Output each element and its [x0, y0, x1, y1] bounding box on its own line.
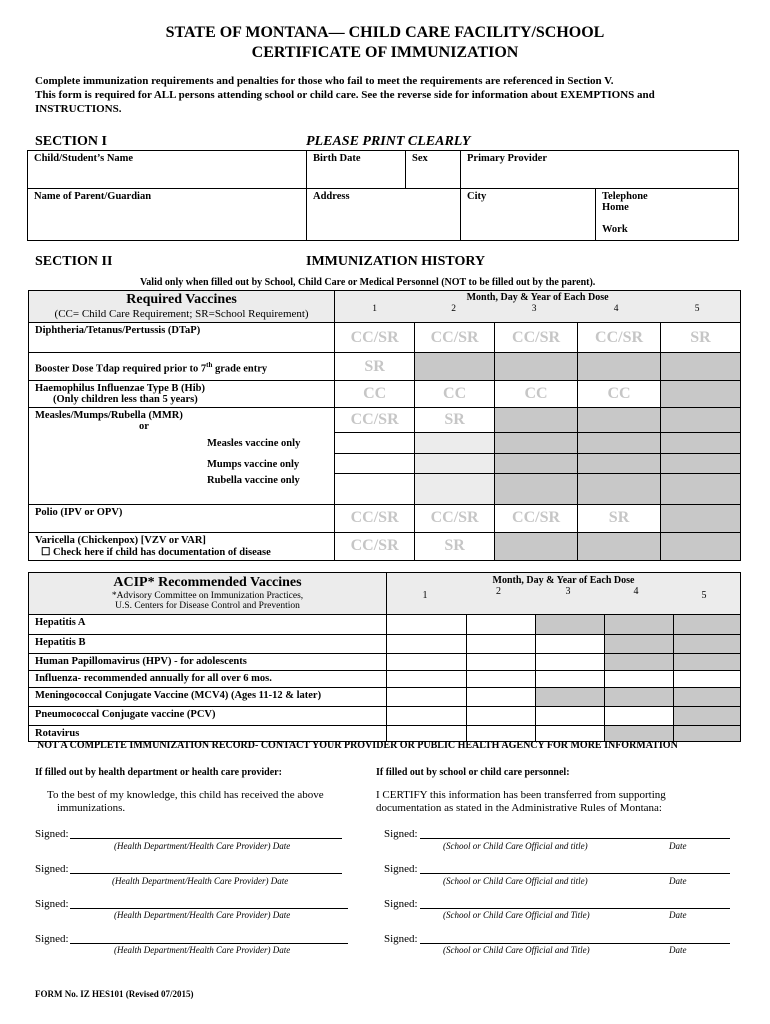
- acip-vaccine-pcv: Pneumococcal Conjugate vaccine (PCV): [29, 707, 387, 726]
- acip-dose-num-5: 5: [701, 590, 707, 601]
- intro-line1: Complete immunization requirements and penalties for those who fail to meet the requirements are referenced in Section V.: [35, 75, 614, 87]
- section2-label: SECTION II: [35, 254, 113, 269]
- acip-vaccine-hepb: Hepatitis B: [29, 635, 387, 654]
- rubella-dose-2[interactable]: [415, 473, 495, 504]
- right-date-1: Date: [669, 841, 687, 851]
- mmr-label: Measles/Mumps/Rubella (MMR): [35, 410, 183, 421]
- hib-label-cell: [29, 381, 335, 408]
- tdap-label-cell: [29, 353, 335, 381]
- required-subtitle: (CC= Child Care Requirement; SR=School Requirement): [54, 308, 309, 320]
- right-text2: documentation as stated in the Administrative Rules of Montana:: [376, 802, 662, 814]
- parent-name-label: Name of Parent/Guardian: [34, 191, 152, 202]
- acip-sub2: U.S. Centers for Disease Control and Prevention: [115, 601, 300, 611]
- measles-dose-4: [578, 432, 661, 453]
- home-label: Home: [602, 202, 629, 213]
- sex-label: Sex: [412, 153, 428, 164]
- mmr-dose-1[interactable]: CC/SR: [335, 408, 415, 433]
- rubella-dose-3: [495, 473, 578, 504]
- acip-sub1: *Advisory Committee on Immunization Practices,: [111, 591, 304, 601]
- right-signature-line-4[interactable]: [420, 943, 730, 944]
- form-title-line2: CERTIFICATE OF IMMUNIZATION: [251, 44, 519, 61]
- dose-num-1: 1: [372, 304, 378, 314]
- right-caption-1: (School or Child Care Official and title): [443, 841, 588, 851]
- hpv-dose-1[interactable]: [387, 654, 467, 671]
- flu-dose-1[interactable]: [387, 671, 467, 688]
- child-name-field[interactable]: [28, 151, 307, 189]
- hpv-dose-4: [604, 654, 673, 671]
- mcv4-dose-3: [535, 688, 604, 707]
- telephone-field[interactable]: [596, 189, 739, 241]
- acip-vaccine-hpv: Human Papillomavirus (HPV) - for adolescents: [29, 654, 387, 671]
- measles-dose-2[interactable]: [415, 432, 495, 453]
- hepa-dose-5: [673, 615, 740, 635]
- flu-dose-5[interactable]: [673, 671, 740, 688]
- right-signed-3: Signed:: [384, 898, 418, 910]
- mmr-dose-3: [495, 408, 578, 433]
- flu-dose-2[interactable]: [467, 671, 536, 688]
- work-label: Work: [602, 224, 628, 235]
- rubella-dose-1[interactable]: [335, 473, 415, 504]
- tdap-label-end: grade entry: [212, 363, 268, 375]
- mumps-dose-2[interactable]: [415, 453, 495, 473]
- pcv-dose-4[interactable]: [604, 707, 673, 726]
- tdap-sup: th: [206, 360, 213, 369]
- rubella-dose-4: [578, 473, 661, 504]
- city-field[interactable]: [461, 189, 596, 241]
- acip-vaccine-influenza: Influenza- recommended annually for all over 6 mos.: [29, 671, 387, 688]
- hpv-dose-2[interactable]: [467, 654, 536, 671]
- rota-dose-5: [673, 726, 740, 742]
- dose-header: Month, Day & Year of Each Dose: [466, 292, 609, 303]
- varicella-check-label[interactable]: ☐ Check here if child has documentation of disease: [41, 546, 271, 558]
- acip-dose-num-3: 3: [565, 586, 571, 597]
- dose-header-cell: [335, 291, 741, 323]
- address-label: Address: [313, 191, 350, 202]
- left-signature-line-1[interactable]: [70, 838, 342, 839]
- left-signed-1: Signed:: [35, 828, 69, 840]
- rubella-dose-5: [661, 473, 741, 504]
- child-name-label: Child/Student’s Name: [34, 153, 134, 164]
- mcv4-dose-5: [673, 688, 740, 707]
- acip-dose-header-cell: [387, 573, 741, 615]
- birth-date-label: Birth Date: [313, 153, 361, 164]
- acip-dose-header: Month, Day & Year of Each Dose: [492, 575, 635, 586]
- acip-vaccines-table: [28, 572, 741, 742]
- polio-dose-5: [661, 504, 741, 532]
- hib-dose-2[interactable]: CC: [415, 381, 495, 408]
- right-caption-3: (School or Child Care Official and Title): [443, 910, 590, 920]
- left-signature-line-3[interactable]: [70, 908, 348, 909]
- required-header-cell: [29, 291, 335, 323]
- left-caption-4: (Health Department/Health Care Provider) Date: [114, 945, 291, 955]
- acip-dose-num-2: 2: [496, 586, 502, 597]
- acip-dose-num-1: 1: [422, 590, 428, 601]
- varicella-dose-4: [578, 532, 661, 560]
- acip-vaccine-hepa: Hepatitis A: [29, 615, 387, 635]
- hpv-dose-5: [673, 654, 740, 671]
- form-title-line1: STATE OF MONTANA— CHILD CARE FACILITY/SCHOOL: [165, 24, 605, 41]
- acip-dose-num-4: 4: [633, 586, 639, 597]
- birth-date-field[interactable]: [307, 151, 406, 189]
- polio-dose-2[interactable]: CC/SR: [415, 504, 495, 532]
- hib-dose-5: [661, 381, 741, 408]
- hepb-dose-4: [604, 635, 673, 654]
- dtap-dose-3[interactable]: CC/SR: [495, 323, 578, 353]
- right-text1: I CERTIFY this information has been transferred from supporting: [376, 789, 666, 801]
- varicella-label-cell: [29, 532, 335, 560]
- mumps-dose-5: [661, 453, 741, 473]
- dtap-dose-4[interactable]: CC/SR: [578, 323, 661, 353]
- valid-note: Valid only when filled out by School, Child Care or Medical Personnel (NOT to be filled out by the parent).: [140, 277, 596, 288]
- intro-line3: INSTRUCTIONS.: [35, 103, 122, 115]
- hib-dose-4[interactable]: CC: [578, 381, 661, 408]
- left-caption-3: (Health Department/Health Care Provider) Date: [114, 910, 291, 920]
- hepb-dose-5: [673, 635, 740, 654]
- right-signature-line-3[interactable]: [420, 908, 730, 909]
- intro-line2: This form is required for ALL persons attending school or child care. See the reverse side for information about EXEMPTIONS and: [35, 89, 655, 101]
- dtap-dose-1[interactable]: CC/SR: [335, 323, 415, 353]
- mmr-dose-2[interactable]: SR: [415, 408, 495, 433]
- rubella-label: Rubella vaccine only: [29, 473, 335, 504]
- dtap-dose-5[interactable]: SR: [661, 323, 741, 353]
- left-signed-2: Signed:: [35, 863, 69, 875]
- hepb-dose-2[interactable]: [467, 635, 536, 654]
- parent-name-field[interactable]: [28, 189, 307, 241]
- city-label: City: [467, 191, 487, 202]
- tdap-dose-4: [578, 353, 661, 381]
- dose-num-2: 2: [451, 304, 457, 314]
- polio-dose-3[interactable]: CC/SR: [495, 504, 578, 532]
- not-complete-notice: NOT A COMPLETE IMMUNIZATION RECORD- CONTACT YOUR PROVIDER OR PUBLIC HEALTH AGENCY FOR MORE INFORMATION: [37, 740, 678, 751]
- flu-dose-3[interactable]: [535, 671, 604, 688]
- required-vaccines-table: [28, 290, 741, 561]
- form-number: FORM No. IZ HES101 (Revised 07/2015): [35, 989, 194, 999]
- hepb-dose-1[interactable]: [387, 635, 467, 654]
- hepa-dose-4: [604, 615, 673, 635]
- right-signed-2: Signed:: [384, 863, 418, 875]
- dose-num-3: 3: [531, 304, 537, 314]
- hpv-dose-3[interactable]: [535, 654, 604, 671]
- polio-dose-1[interactable]: CC/SR: [335, 504, 415, 532]
- left-signature-line-4[interactable]: [70, 943, 348, 944]
- section1-label: SECTION I: [35, 134, 107, 149]
- hepa-dose-1[interactable]: [387, 615, 467, 635]
- polio-label: Polio (IPV or OPV): [29, 504, 335, 532]
- right-heading: If filled out by school or child care personnel:: [376, 767, 570, 778]
- pcv-dose-2[interactable]: [467, 707, 536, 726]
- polio-dose-4[interactable]: SR: [578, 504, 661, 532]
- dose-num-5: 5: [694, 304, 700, 314]
- mumps-dose-4: [578, 453, 661, 473]
- telephone-label: Telephone: [602, 191, 648, 202]
- flu-dose-4[interactable]: [604, 671, 673, 688]
- required-title: Required Vaccines: [126, 292, 237, 307]
- right-date-3: Date: [669, 910, 687, 920]
- left-heading: If filled out by health department or health care provider:: [35, 767, 282, 778]
- right-date-4: Date: [669, 945, 687, 955]
- varicella-dose-1[interactable]: CC/SR: [335, 532, 415, 560]
- tdap-dose-3: [495, 353, 578, 381]
- hib-dose-1[interactable]: CC: [335, 381, 415, 408]
- hib-dose-3[interactable]: CC: [495, 381, 578, 408]
- measles-dose-5: [661, 432, 741, 453]
- tdap-dose-5: [661, 353, 741, 381]
- varicella-dose-3: [495, 532, 578, 560]
- mcv4-dose-2[interactable]: [467, 688, 536, 707]
- acip-header-cell: [29, 573, 387, 615]
- acip-vaccine-rotavirus: Rotavirus: [29, 726, 387, 742]
- right-signature-line-2[interactable]: [420, 873, 730, 874]
- left-signature-line-2[interactable]: [70, 873, 342, 874]
- right-signature-line-1[interactable]: [420, 838, 730, 839]
- dose-num-4: 4: [613, 304, 619, 314]
- mcv4-dose-4: [604, 688, 673, 707]
- right-signed-1: Signed:: [384, 828, 418, 840]
- right-caption-2: (School or Child Care Official and title): [443, 876, 588, 886]
- primary-provider-field[interactable]: [461, 151, 739, 189]
- right-date-2: Date: [669, 876, 687, 886]
- left-caption-1: (Health Department/Health Care Provider) Date: [114, 841, 291, 851]
- pcv-dose-5: [673, 707, 740, 726]
- section1-table: [27, 150, 739, 241]
- pcv-dose-3[interactable]: [535, 707, 604, 726]
- tdap-label: Booster Dose Tdap required prior to 7: [35, 363, 207, 375]
- hib-label: Haemophilus Influenzae Type B (Hib): [35, 383, 205, 394]
- left-text1: To the best of my knowledge, this child has received the above: [47, 789, 324, 801]
- acip-vaccine-mcv4: Meningococcal Conjugate Vaccine (MCV4) (Ages 11-12 & later): [29, 688, 387, 707]
- acip-title: ACIP* Recommended Vaccines: [113, 575, 302, 590]
- dtap-label: Diphtheria/Tetanus/Pertussis (DTaP): [29, 323, 335, 353]
- varicella-dose-2[interactable]: SR: [415, 532, 495, 560]
- left-signed-4: Signed:: [35, 933, 69, 945]
- mumps-label: Mumps vaccine only: [29, 453, 335, 473]
- section2-heading: IMMUNIZATION HISTORY: [306, 254, 486, 269]
- hib-sublabel: (Only children less than 5 years): [53, 394, 198, 405]
- dtap-dose-2[interactable]: CC/SR: [415, 323, 495, 353]
- varicella-label: Varicella (Chickenpox) [VZV or VAR]: [35, 534, 206, 546]
- hepa-dose-2[interactable]: [467, 615, 536, 635]
- left-signed-3: Signed:: [35, 898, 69, 910]
- pcv-dose-1[interactable]: [387, 707, 467, 726]
- right-signed-4: Signed:: [384, 933, 418, 945]
- address-field[interactable]: [307, 189, 461, 241]
- section1-heading: PLEASE PRINT CLEARLY: [306, 134, 471, 149]
- hepa-dose-3: [535, 615, 604, 635]
- left-caption-2: (Health Department/Health Care Provider) Date: [112, 876, 289, 886]
- measles-dose-1[interactable]: [335, 432, 415, 453]
- mmr-dose-5: [661, 408, 741, 433]
- right-caption-4: (School or Child Care Official and Title): [443, 945, 590, 955]
- mcv4-dose-1[interactable]: [387, 688, 467, 707]
- tdap-dose-1[interactable]: SR: [335, 353, 415, 381]
- mumps-dose-1[interactable]: [335, 453, 415, 473]
- hepb-dose-3[interactable]: [535, 635, 604, 654]
- left-text2: immunizations.: [57, 802, 126, 814]
- mmr-dose-4: [578, 408, 661, 433]
- varicella-dose-5: [661, 532, 741, 560]
- primary-provider-label: Primary Provider: [467, 153, 547, 164]
- sex-field[interactable]: [406, 151, 461, 189]
- mmr-label-cell: [29, 408, 335, 433]
- measles-dose-3: [495, 432, 578, 453]
- mmr-or: or: [139, 421, 149, 432]
- measles-label: Measles vaccine only: [29, 432, 335, 453]
- tdap-dose-2: [415, 353, 495, 381]
- mumps-dose-3: [495, 453, 578, 473]
